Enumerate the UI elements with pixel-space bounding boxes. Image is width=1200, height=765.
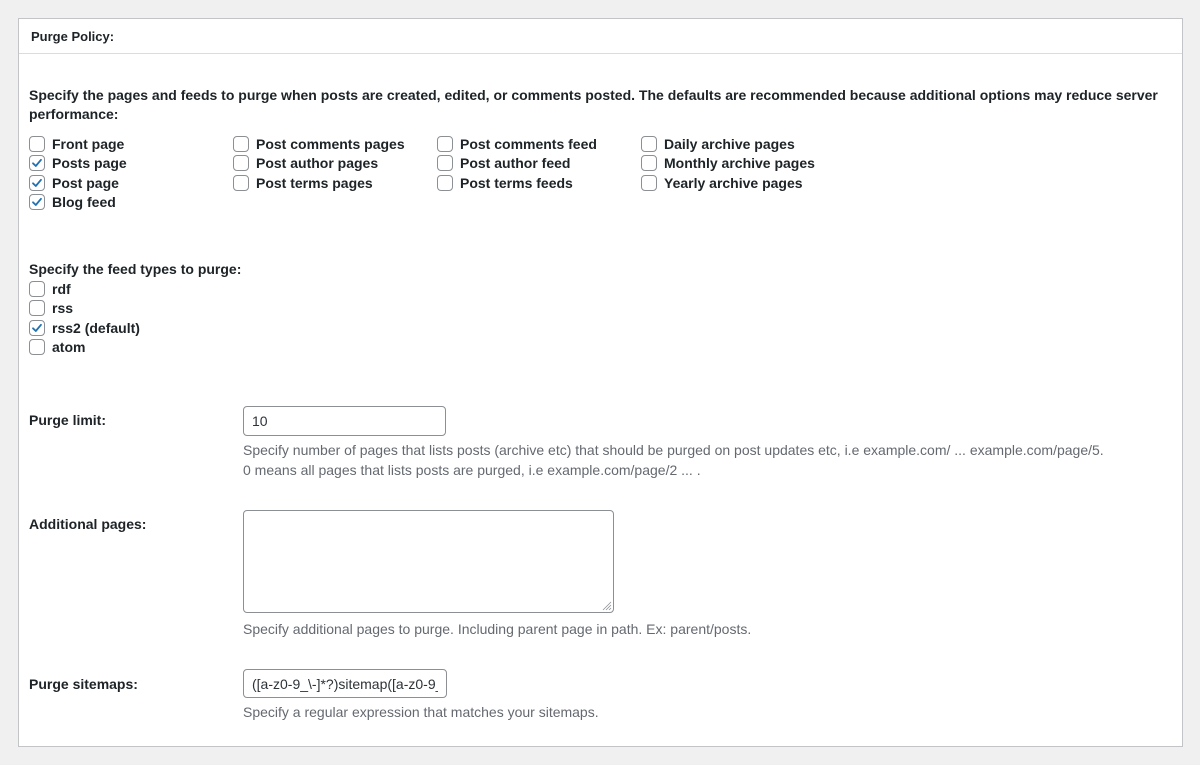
- option-posts-page[interactable]: [29, 154, 127, 174]
- option-monthly-archive-pages[interactable]: [641, 154, 815, 174]
- option-post-terms-feeds[interactable]: [437, 173, 597, 193]
- option-front-page[interactable]: [29, 134, 127, 154]
- checkbox-checked[interactable]: [29, 194, 45, 210]
- option-post-author-pages[interactable]: [233, 154, 405, 174]
- page-options-column-3: [437, 134, 597, 193]
- option-post-comments-feed[interactable]: [437, 134, 597, 154]
- purge-limit-description-line-1: Specify number of pages that lists posts (archive etc) that should be purged on post updates etc, i.e example.com/ ... example.com/page/5.: [243, 442, 1104, 458]
- checkbox-unchecked[interactable]: [437, 136, 453, 152]
- checkbox-label: Monthly archive pages: [664, 155, 815, 172]
- panel-title: Purge Policy:: [31, 28, 115, 44]
- panel-body: [19, 86, 1182, 357]
- resize-grip-icon[interactable]: [601, 600, 612, 611]
- feed-type-rss2-default[interactable]: [29, 318, 1172, 338]
- checkmark-icon: [31, 157, 43, 169]
- checkbox-unchecked[interactable]: [437, 175, 453, 191]
- panel-header: [19, 19, 1182, 54]
- checkbox-unchecked[interactable]: [641, 175, 657, 191]
- checkbox-label: Posts page: [52, 155, 127, 172]
- feed-type-atom[interactable]: [29, 338, 1172, 358]
- checkbox-unchecked[interactable]: [29, 339, 45, 355]
- feed-types-list: [29, 279, 1172, 357]
- checkbox-unchecked[interactable]: [29, 281, 45, 297]
- checkbox-unchecked[interactable]: [233, 175, 249, 191]
- checkbox-unchecked[interactable]: [233, 136, 249, 152]
- checkbox-unchecked[interactable]: [29, 136, 45, 152]
- option-yearly-archive-pages[interactable]: [641, 173, 815, 193]
- option-daily-archive-pages[interactable]: [641, 134, 815, 154]
- checkbox-label: rss2 (default): [52, 319, 140, 336]
- checkbox-label: rdf: [52, 280, 71, 297]
- checkbox-label: Post terms pages: [256, 174, 373, 191]
- page-options-grid: [29, 134, 1172, 212]
- option-post-page[interactable]: [29, 173, 127, 193]
- page-options-column-2: [233, 134, 405, 193]
- feed-types-title: Specify the feed types to purge:: [29, 261, 242, 277]
- purge-sitemaps-description: Specify a regular expression that matches your sitemaps.: [243, 704, 599, 720]
- checkbox-unchecked[interactable]: [29, 300, 45, 316]
- page-options-column-4: [641, 134, 815, 193]
- checkbox-checked[interactable]: [29, 155, 45, 171]
- checkbox-unchecked[interactable]: [233, 155, 249, 171]
- checkbox-label: atom: [52, 339, 86, 356]
- checkbox-checked[interactable]: [29, 175, 45, 191]
- checkbox-label: Post comments pages: [256, 135, 405, 152]
- checkbox-label: Post page: [52, 174, 119, 191]
- checkbox-label: Front page: [52, 135, 125, 152]
- purge-limit-description-line-2: 0 means all pages that lists posts are purged, i.e example.com/page/2 ... .: [243, 462, 701, 478]
- checkbox-label: Daily archive pages: [664, 135, 795, 152]
- checkmark-icon: [31, 196, 43, 208]
- additional-pages-label: Additional pages:: [29, 516, 147, 532]
- purge-sitemaps-label: Purge sitemaps:: [29, 676, 138, 692]
- feed-type-rdf[interactable]: [29, 279, 1172, 299]
- checkbox-unchecked[interactable]: [641, 155, 657, 171]
- checkmark-icon: [31, 322, 43, 334]
- checkbox-label: Yearly archive pages: [664, 174, 803, 191]
- purge-sitemaps-input[interactable]: [243, 669, 447, 698]
- checkbox-label: Post terms feeds: [460, 174, 573, 191]
- checkbox-label: Post comments feed: [460, 135, 597, 152]
- purge-policy-panel: [18, 18, 1183, 747]
- checkbox-unchecked[interactable]: [437, 155, 453, 171]
- additional-pages-description: Specify additional pages to purge. Including parent page in path. Ex: parent/posts.: [243, 621, 752, 637]
- additional-pages-textarea[interactable]: [243, 510, 614, 613]
- checkbox-label: Post author feed: [460, 155, 571, 172]
- page-options-column-1: [29, 134, 127, 212]
- option-post-terms-pages[interactable]: [233, 173, 405, 193]
- option-blog-feed[interactable]: [29, 193, 127, 213]
- checkbox-unchecked[interactable]: [641, 136, 657, 152]
- feed-type-rss[interactable]: [29, 299, 1172, 319]
- option-post-author-feed[interactable]: [437, 154, 597, 174]
- checkbox-label: Post author pages: [256, 155, 379, 172]
- option-post-comments-pages[interactable]: [233, 134, 405, 154]
- intro-text: Specify the pages and feeds to purge when posts are created, edited, or comments posted. The defaults are recommended because additional options may reduce server performance:: [29, 87, 1158, 122]
- checkbox-label: rss: [52, 300, 74, 317]
- purge-limit-description: [243, 440, 1173, 480]
- checkmark-icon: [31, 177, 43, 189]
- purge-limit-label: Purge limit:: [29, 412, 107, 428]
- purge-limit-input[interactable]: [243, 406, 446, 436]
- checkbox-checked[interactable]: [29, 320, 45, 336]
- checkbox-label: Blog feed: [52, 194, 116, 211]
